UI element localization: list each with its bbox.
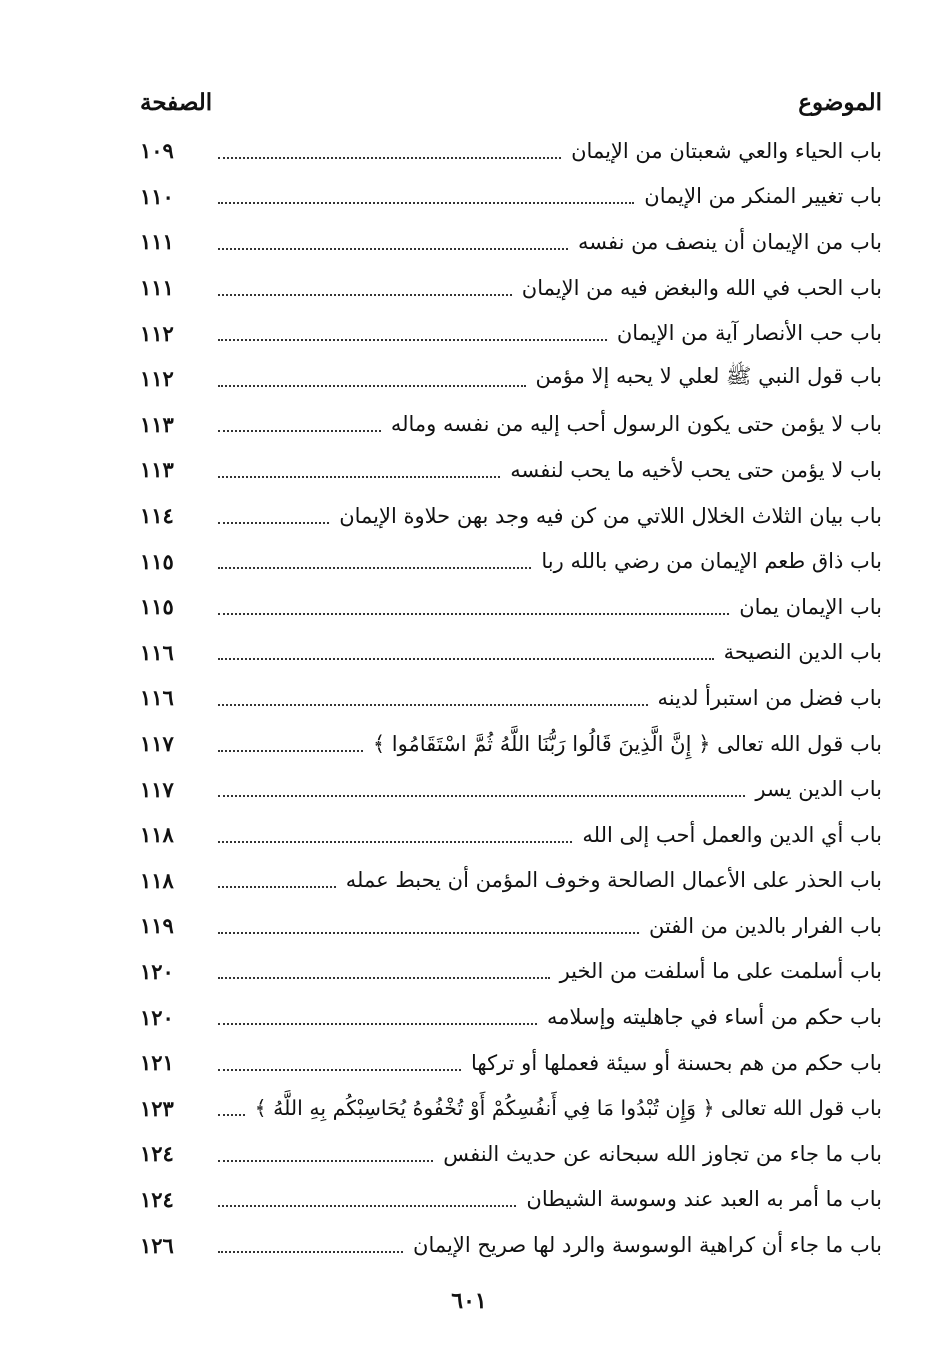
entry-title: باب فضل من استبرأ لدينه: [657, 685, 882, 710]
entry-page-number: ١٢٠: [140, 958, 174, 984]
index-entry-list: [140, 128, 882, 1268]
dot-leader: [218, 977, 550, 979]
entry-page-number: ١١٥: [140, 594, 174, 620]
dot-leader: [218, 795, 745, 797]
dot-leader: [218, 750, 363, 752]
entry-page-number: ١٢٠: [140, 1004, 174, 1030]
index-entry: [140, 128, 882, 174]
entry-title: باب حب الأنصار آية من الإيمان: [616, 321, 882, 346]
entry-title: باب الحياء والعي شعبتان من الإيمان: [571, 138, 882, 163]
index-entry: [140, 265, 882, 311]
index-entry: [140, 584, 882, 630]
entry-page-number: ١٢١: [140, 1050, 174, 1076]
entry-title: باب الحذر على الأعمال الصالحة وخوف المؤمن أن يحبط عمله: [345, 868, 882, 893]
entry-title: باب الحب في الله والبغض فيه من الإيمان: [521, 275, 882, 300]
dot-leader: [218, 932, 639, 934]
dot-leader: [218, 1251, 403, 1253]
entry-title: باب ما جاء أن كراهية الوسوسة والرد لها صريح الإيمان: [413, 1233, 882, 1258]
index-entry: [140, 630, 882, 676]
entry-title: باب الدين يسر: [755, 777, 882, 802]
index-entry: [140, 356, 882, 402]
entry-page-number: ١٢٦: [140, 1232, 174, 1258]
entry-title: باب ما أمر به العبد عند وسوسة الشيطان: [526, 1187, 882, 1212]
entry-title: باب قول النبي ﷺ لعلي لا يحبه إلا مؤمن: [535, 364, 882, 389]
entry-title: باب من الإيمان أن ينصف من نفسه: [578, 229, 882, 254]
entry-title: باب الإيمان يمان: [739, 594, 882, 619]
entry-page-number: ١١٥: [140, 548, 174, 574]
dot-leader: [218, 841, 572, 843]
index-entry: [140, 675, 882, 721]
entry-title: باب بيان الثلاث الخلال اللاتي من كن فيه وجد بهن حلاوة الإيمان: [339, 503, 882, 528]
entry-title: باب أي الدين والعمل أحب إلى الله: [582, 822, 882, 847]
dot-leader: [218, 522, 329, 524]
index-entry: [140, 1177, 882, 1223]
entry-page-number: ١١١: [140, 229, 174, 255]
dot-leader: [218, 385, 526, 387]
index-entry: [140, 766, 882, 812]
entry-page-number: ١١٦: [140, 685, 174, 711]
entry-page-number: ١١٨: [140, 822, 174, 848]
entry-title: باب ذاق طعم الإيمان من رضي بالله ربا: [541, 549, 882, 574]
entry-title: باب الفرار بالدين من الفتن: [648, 913, 882, 938]
dot-leader: [218, 476, 500, 478]
entry-page-number: ١١٤: [140, 503, 174, 529]
entry-page-number: ١٢٣: [140, 1095, 174, 1121]
index-entry: [140, 858, 882, 904]
entry-page-number: ١١٠: [140, 183, 174, 209]
entry-page-number: ١١٩: [140, 913, 174, 939]
dot-leader: [218, 704, 648, 706]
page-number: ٦٠١: [451, 1288, 487, 1314]
index-entry: [140, 812, 882, 858]
index-entry: [140, 1085, 882, 1131]
dot-leader: [218, 1205, 516, 1207]
dot-leader: [218, 1069, 461, 1071]
index-entry: [140, 1222, 882, 1268]
index-entry: [140, 1131, 882, 1177]
entry-page-number: ١٢٤: [140, 1141, 174, 1167]
index-entry: [140, 994, 882, 1040]
dot-leader: [218, 339, 607, 341]
index-entry: [140, 402, 882, 448]
index-entry: [140, 538, 882, 584]
index-entry: [140, 1040, 882, 1086]
topic-column-heading: الموضوع: [798, 88, 882, 116]
dot-leader: [218, 430, 381, 432]
dot-leader: [218, 658, 714, 660]
entry-title: باب حكم من أساء في جاهليته وإسلامه: [546, 1005, 882, 1030]
entry-title: باب تغيير المنكر من الإيمان: [644, 184, 882, 209]
dot-leader: [218, 294, 512, 296]
entry-title: باب حكم من هم بحسنة أو سيئة فعملها أو تركها: [471, 1050, 882, 1075]
entry-page-number: ١١٦: [140, 639, 174, 665]
entry-page-number: ١١٨: [140, 867, 174, 893]
dot-leader: [218, 202, 634, 204]
index-entry: [140, 949, 882, 995]
index-entry: [140, 174, 882, 220]
dot-leader: [218, 1160, 433, 1162]
entry-page-number: ١١٧: [140, 776, 174, 802]
index-entry: [140, 310, 882, 356]
entry-page-number: ١١٣: [140, 411, 174, 437]
entry-page-number: ١١٢: [140, 320, 174, 346]
entry-title: باب قول الله تعالى ﴿ وَإِن تُبْدُوا مَا فِي أَنفُسِكُمْ أَوْ تُخْفُوهُ يُحَاسِبْكُم بِهِ اللَّهُ ﴾: [254, 1096, 882, 1121]
entry-page-number: ١١٣: [140, 457, 174, 483]
entry-page-number: ١٠٩: [140, 138, 174, 164]
entry-title: باب قول الله تعالى ﴿ إِنَّ الَّذِينَ قَالُوا رَبُّنَا اللَّهُ ثُمَّ اسْتَقَامُوا ﴾: [372, 731, 882, 756]
index-entry: [140, 721, 882, 767]
index-entry: [140, 447, 882, 493]
page-column-heading: الصفحة: [140, 88, 213, 116]
index-entry: [140, 219, 882, 265]
dot-leader: [218, 886, 336, 888]
index-entry: [140, 903, 882, 949]
entry-page-number: ١١١: [140, 275, 174, 301]
index-entry: [140, 493, 882, 539]
entry-page-number: ١٢٤: [140, 1186, 174, 1212]
index-header: [140, 82, 882, 122]
dot-leader: [218, 567, 531, 569]
dot-leader: [218, 248, 568, 250]
dot-leader: [218, 613, 729, 615]
dot-leader: [218, 157, 561, 159]
dot-leader: [218, 1023, 537, 1025]
entry-title: باب الدين النصيحة: [723, 640, 882, 665]
entry-title: باب لا يؤمن حتى يكون الرسول أحب إليه من نفسه وماله: [390, 412, 882, 437]
entry-page-number: ١١٢: [140, 366, 174, 392]
entry-page-number: ١١٧: [140, 731, 174, 757]
entry-title: باب لا يؤمن حتى يحب لأخيه ما يحب لنفسه: [510, 457, 882, 482]
entry-title: باب ما جاء من تجاوز الله سبحانه عن حديث النفس: [443, 1141, 882, 1166]
dot-leader: [218, 1114, 245, 1116]
entry-title: باب أسلمت على ما أسلفت من الخير: [559, 959, 882, 984]
